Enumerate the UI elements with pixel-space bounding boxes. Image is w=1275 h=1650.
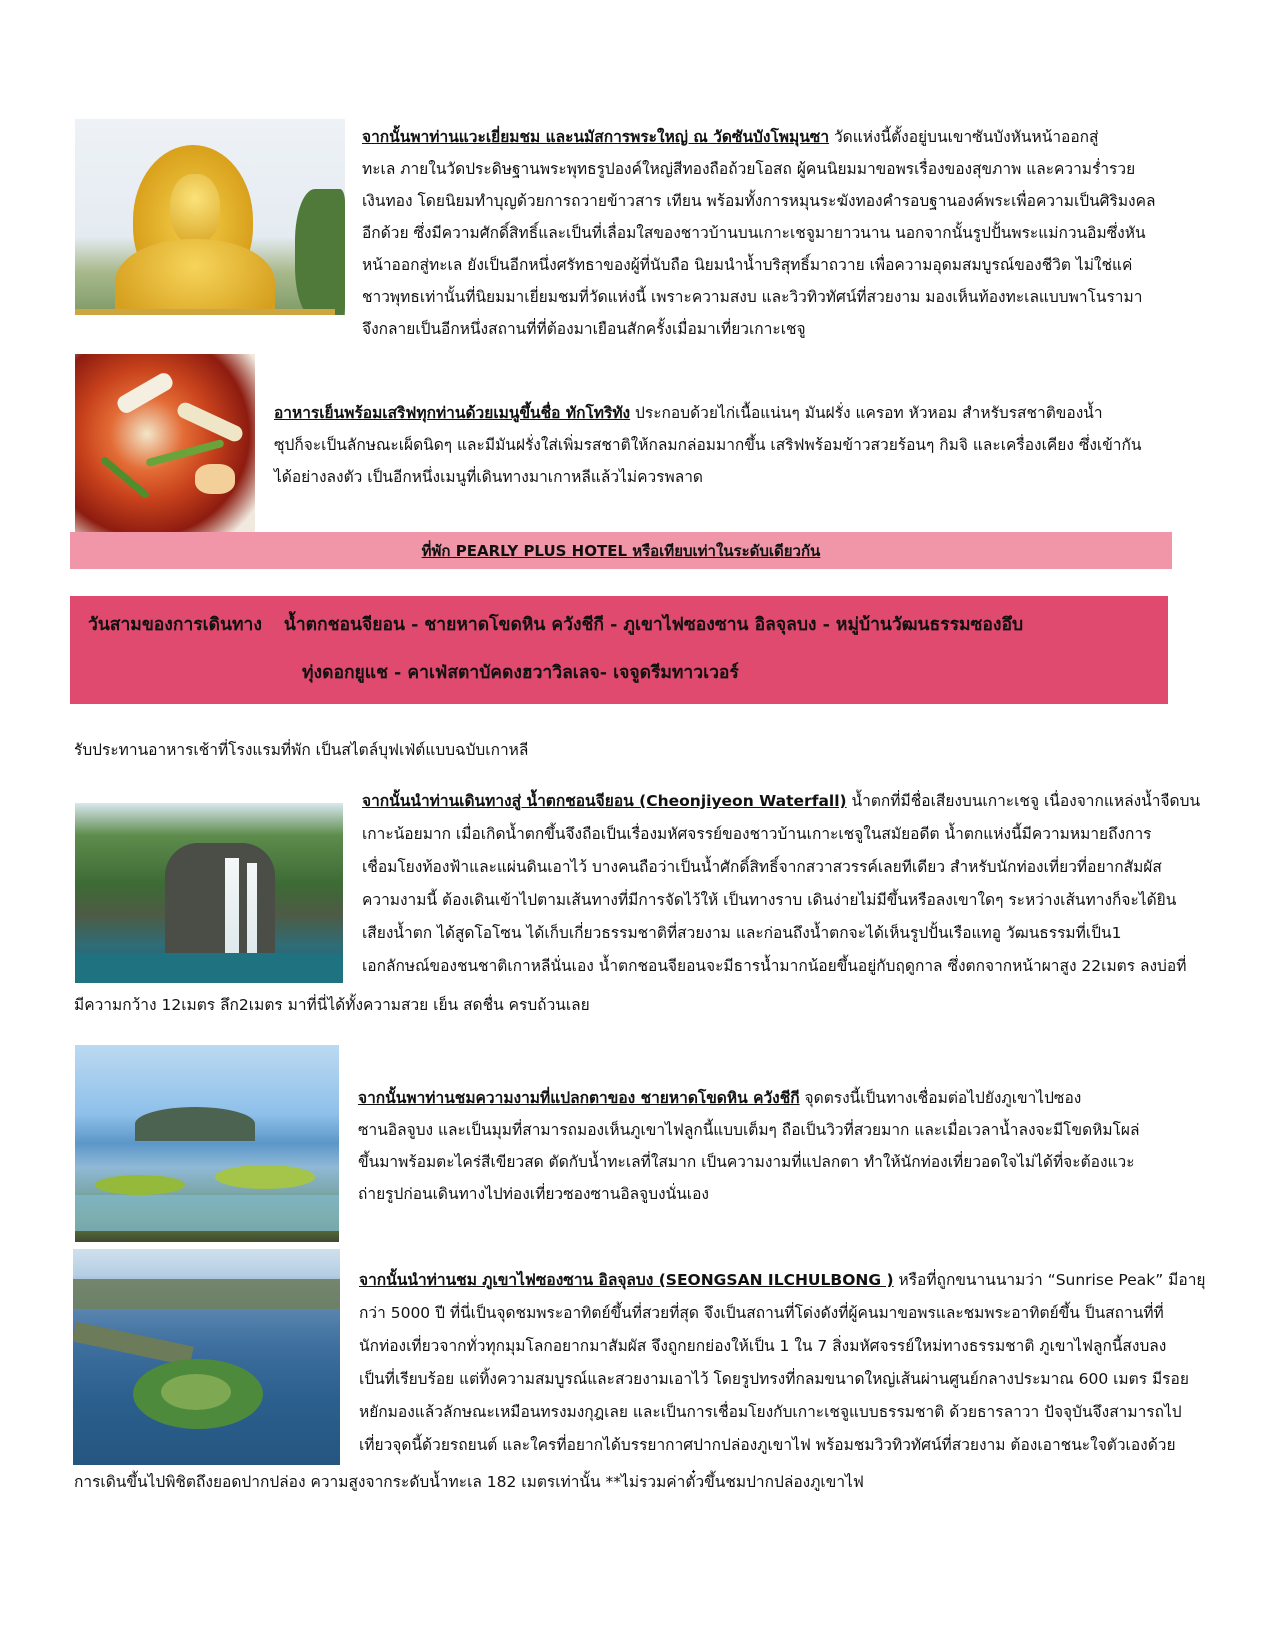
paragraph-line: กว่า 5000 ปี ที่นี่เป็นจุดชมพระอาทิตย์ขึ้นที่สวยที่สุด จึงเป็นสถานที่โด่งดังที่ผู้คนมาขอพรและชมพระอาทิตย์ขึ้น ป็นสถานที่ที่: [359, 1304, 1164, 1322]
paragraph-line: ทะเล ภายในวัดประดิษฐานพระพุทธรูปองค์ใหญ่สีทองถือถ้วยโอสถ ผู้คนนิยมมาขอพรเรื่องของสุขภาพ และความร่ำรวย: [362, 160, 1136, 178]
route-line-1: น้ำตกชอนจียอน - ชายหาดโขดหิน ควังชีกี - ภูเขาไฟซองซาน อิลจุลบง - หมู่บ้านวัฒนธรรมซองอึบ: [283, 615, 1024, 635]
section-volcano: จากนั้นนำท่านชม ภูเขาไฟซองซาน อิลจุลบง (SEONGSAN ILCHULBONG ) หรือที่ถูกขนานนามว่า “Sunrise Peak” มีอายุ กว่า 5000 ปี ที่นี่เป็นจุดชมพระอาทิตย์ขึ้นที่สวยที่สุด จึงเป็นสถานที่โด่งดังที่ผู้คนมาขอพรและชมพระอาทิตย์ขึ้น ป็นสถานที่ที่ นักท่องเที่ยวจากทั่วทุกมุมโลกอยากมาสัมผัส จึงถูกยกย่องให้เป็น 1 ใน 7 สิ่งมหัศจรรย์ใหม่ทางธรรมชาติ ภูเขาไฟลูกนี้สงบลง เป็นที่เรียบร้อย แต่ทิ้งความสมบูรณ์และสวยงามเอาไว้ โดยรูปทรงที่กลมขนาดใหญ่เส้นผ่านศูนย์กลางประมาณ 600 เมตร มีรอย หยักมองแล้วลักษณะเหมือนทรงมงกุฎเลย และเป็นการเชื่อมโยงกับเกาะเชจูแบบธรรมชาติ ด้วยธารลาวา ปัจจุบันจึงสามารถไป เที่ยวจุดนี้ด้วยรถยนต์ และใครที่อยากได้บรรยากาศปากปล่องภูเขาไฟ พร้อมชมวิวทิวทัศน์ที่สวยงาม ต้องเอาชนะใจตัวเองด้วย: [359, 1264, 1219, 1462]
stir-fry-dish-photo: [75, 354, 255, 532]
section-lead: จากนั้นนำท่านชม ภูเขาไฟซองซาน อิลจุลบง (SEONGSAN ILCHULBONG ): [359, 1271, 894, 1289]
hotel-banner: ที่พัก PEARLY PLUS HOTEL หรือเทียบเท่าในระดับเดียวกัน: [70, 532, 1172, 569]
paragraph-line: หน้าออกสู่ทะเล ยังเป็นอีกหนึ่งศรัทธาของผู้ที่นับถือ นิยมนำน้ำบริสุทธิ์มาถวาย เพื่อความอุดมสมบูรณ์ของชีวิต ไม่ใช่แค่: [362, 256, 1133, 274]
golden-buddha-photo: [75, 119, 345, 315]
paragraph-line: ชาวพุทธเท่านั้นที่นิยมมาเยี่ยมชมที่วัดแห่งนี้ เพราะความสงบ และวิวทิวทัศน์ที่สวยงาม มองเห็นท้องทะเลแบบพาโนรามา: [362, 288, 1143, 306]
paragraph-line: เสียงน้ำตก ได้สูดโอโซน ได้เก็บเกี่ยวธรรมชาติที่สวยงาม และก่อนถึงน้ำตกจะได้เห็นรูปปั้นเรือแทอู วัฒนธรรมที่เป็น1: [362, 924, 1122, 942]
section-lead: จากนั้นพาท่านแวะเยี่ยมชม และนมัสการพระใหญ่ ณ วัดซันบังโพมุนซา: [362, 128, 830, 146]
paragraph-line: การเดินขึ้นไปพิชิตถึงยอดปากปล่อง ความสูงจากระดับน้ำทะเล 182 เมตรเท่านั้น **ไม่รวมค่าตั๋วขึ้นชมปากปล่องภูเขาไฟ: [74, 1473, 864, 1491]
paragraph-line: ซานอิลจูบง และเป็นมุมที่สามารถมองเห็นภูเขาไฟลูกนี้แบบเต็มๆ ถือเป็นวิวที่สวยมาก และเมื่อเวลาน้ำลงจะมีโขดหิมโผล่: [358, 1121, 1140, 1139]
paragraph-line: ถ่ายรูปก่อนเดินทางไปท่องเที่ยวซองซานอิลจูบงนั่นเอง: [358, 1185, 709, 1203]
day-three-header: [70, 596, 1168, 704]
paragraph-line: เกาะน้อยมาก เมื่อเกิดน้ำตกขึ้นจึงถือเป็นเรื่องมหัศจรรย์ของชาวบ้านเกาะเชจูในสมัยอดีต น้ำตกแห่งนี้มีความหมายถึงการ: [362, 825, 1152, 843]
paragraph-line: ได้อย่างลงตัว เป็นอีกหนึ่งเมนูที่เดินทางมาเกาหลีแล้วไม่ควรพลาด: [274, 468, 703, 486]
paragraph-line: ขึ้นมาพร้อมตะไคร่สีเขียวสด ตัดกับน้ำทะเลที่ใสมาก เป็นความงามที่แปลกตา ทำให้นักท่องเที่ยวอดใจไม่ได้ที่จะต้องแวะ: [358, 1153, 1135, 1171]
waterfall-photo: [75, 803, 343, 983]
paragraph-line: เอกลักษณ์ของชนชาติเกาหลีนั่นเอง น้ำตกชอนจียอนจะมีธารน้ำมากน้อยขึ้นอยู่กับฤดูกาล ซึ่งตกจากหน้าผาสูง 22เมตร ลงบ่อที่: [362, 957, 1187, 975]
paragraph-line: จึงกลายเป็นอีกหนึ่งสถานที่ที่ต้องมาเยือนสักครั้งเมื่อมาเที่ยวเกาะเชจู: [362, 320, 806, 338]
paragraph-line: มีความกว้าง 12เมตร ลึก2เมตร มาที่นี่ได้ทั้งความสวย เย็น สดชื่น ครบถ้วนเลย: [74, 996, 590, 1014]
paragraph-line: นักท่องเที่ยวจากทั่วทุกมุมโลกอยากมาสัมผัส จึงถูกยกย่องให้เป็น 1 ใน 7 สิ่งมหัศจรรย์ใหม่ทางธรรมชาติ ภูเขาไฟลูกนี้สงบลง: [359, 1337, 1167, 1355]
rocky-coast-photo: [75, 1045, 339, 1242]
volcano-aerial-photo: [73, 1249, 340, 1465]
section-buddha-temple: จากนั้นพาท่านแวะเยี่ยมชม และนมัสการพระใหญ่ ณ วัดซันบังโพมุนซา วัดแห่งนี้ตั้งอยู่บนเขาซันบังหันหน้าออกสู่ ทะเล ภายในวัดประดิษฐานพระพุทธรูปองค์ใหญ่สีทองถือถ้วยโอสถ ผู้คนนิยมมาขอพรเรื่องของสุขภาพ และความร่ำรวย เงินทอง โดยนิยมทำบุญด้วยการถวายข้าวสาร เทียน พร้อมทั้งการหมุนระฆังทองคำรอบฐานองค์พระเพื่อความเป็นศิริมงคล อีกด้วย ซึ่งมีความศักดิ์สิทธิ์และเป็นที่เลื่อมใสของชาวบ้านบนเกาะเชจูมายาวนาน นอกจากนั้นรูปปั้นพระแม่กวนอิมซึ่งหัน หน้าออกสู่ทะเล ยังเป็นอีกหนึ่งศรัทธาของผู้ที่นับถือ นิยมนำน้ำบริสุทธิ์มาถวาย เพื่อความอุดมสมบูรณ์ของชีวิต ไม่ใช่แค่ ชาวพุทธเท่านั้นที่นิยมมาเยี่ยมชมที่วัดแห่งนี้ เพราะความสงบ และวิวทิวทัศน์ที่สวยงาม มองเห็นท้องทะเลแบบพาโนรามา จึงกลายเป็นอีกหนึ่งสถานที่ที่ต้องมาเยือนสักครั้งเมื่อมาเที่ยวเกาะเชจู: [362, 121, 1212, 345]
paragraph-line: ความงามนี้ ต้องเดินเข้าไปตามเส้นทางที่มีการจัดไว้ให้ เป็นทางราบ เดินง่ายไม่มีขึ้นหรือลงเขาใดๆ ระหว่างเส้นทางก็จะได้ยิน: [362, 891, 1177, 909]
breakfast-note: รับประทานอาหารเช้าที่โรงแรมที่พัก เป็นสไตล์บุฟเฟ่ต์แบบฉบับเกาหลี: [74, 741, 529, 759]
paragraph-line: หยักมองแล้วลักษณะเหมือนทรงมงกุฎเลย และเป็นการเชื่อมโยงกับเกาะเชจูแบบธรรมชาติ ด้วยธารลาวา ปัจจุบันจึงสามารถไป: [359, 1403, 1182, 1421]
paragraph-line: อีกด้วย ซึ่งมีความศักดิ์สิทธิ์และเป็นที่เลื่อมใสของชาวบ้านบนเกาะเชจูมายาวนาน นอกจากนั้นรูปปั้นพระแม่กวนอิมซึ่งหัน: [362, 224, 1146, 242]
section-lead: อาหารเย็นพร้อมเสริฟทุกท่านด้วยเมนูขึ้นชื่อ ทักโทริทัง: [274, 404, 631, 422]
section-dinner: อาหารเย็นพร้อมเสริฟทุกท่านด้วยเมนูขึ้นชื่อ ทักโทริทัง ประกอบด้วยไก่เนื้อแน่นๆ มันฝรั่ง แครอท หัวหอม สำหรับรสชาติของน้ำ ซุปก็จะเป็นลักษณะเผ็ดนิดๆ และมีมันฝรั่งใส่เพิ่มรสชาติให้กลมกล่อมมากขึ้น เสริฟพร้อมข้าวสวยร้อนๆ กิมจิ และเครื่องเคียง ซึ่งเข้ากัน ได้อย่างลงตัว เป็นอีกหนึ่งเมนูที่เดินทางมาเกาหลีแล้วไม่ควรพลาด: [274, 397, 1204, 493]
section-waterfall: จากนั้นนำท่านเดินทางสู่ น้ำตกชอนจียอน (Cheonjiyeon Waterfall) น้ำตกที่มีชื่อเสียงบนเกาะเชจู เนื่องจากแหล่งน้ำจืดบน เกาะน้อยมาก เมื่อเกิดน้ำตกขึ้นจึงถือเป็นเรื่องมหัศจรรย์ของชาวบ้านเกาะเชจูในสมัยอดีต น้ำตกแห่งนี้มีความหมายถึงการ เชื่อมโยงท้องฟ้าและแผ่นดินเอาไว้ บางคนถือว่าเป็นน้ำศักดิ์สิทธิ์จากสวาสวรรค์เลยทีเดียว สำหรับนักท่องเที่ยวที่อยากสัมผัส ความงามนี้ ต้องเดินเข้าไปตามเส้นทางที่มีการจัดไว้ให้ เป็นทางราบ เดินง่ายไม่มีขึ้นหรือลงเขาใดๆ ระหว่างเส้นทางก็จะได้ยิน เสียงน้ำตก ได้สูดโอโซน ได้เก็บเกี่ยวธรรมชาติที่สวยงาม และก่อนถึงน้ำตกจะได้เห็นรูปปั้นเรือแทอู วัฒนธรรมที่เป็น1 เอกลักษณ์ของชนชาติเกาหลีนั่นเอง น้ำตกชอนจียอนจะมีธารน้ำมากน้อยขึ้นอยู่กับฤดูกาล ซึ่งตกจากหน้าผาสูง 22เมตร ลงบ่อที่: [362, 785, 1212, 983]
section-lead: จากนั้นพาท่านชมความงามที่แปลกตาของ ชายหาดโขดหิน ควังชีกี: [358, 1089, 800, 1107]
section-lead: จากนั้นนำท่านเดินทางสู่ น้ำตกชอนจียอน (Cheonjiyeon Waterfall): [362, 792, 847, 810]
day-label: วันสามของการเดินทาง: [88, 615, 262, 635]
section-coast: จากนั้นพาท่านชมความงามที่แปลกตาของ ชายหาดโขดหิน ควังชีกี จุดตรงนี้เป็นทางเชื่อมต่อไปยังภูเขาไปซอง ซานอิลจูบง และเป็นมุมที่สามารถมองเห็นภูเขาไฟลูกนี้แบบเต็มๆ ถือเป็นวิวที่สวยมาก และเมื่อเวลาน้ำลงจะมีโขดหิมโผล่ ขึ้นมาพร้อมตะไคร่สีเขียวสด ตัดกับน้ำทะเลที่ใสมาก เป็นความงามที่แปลกตา ทำให้นักท่องเที่ยวอดใจไม่ได้ที่จะต้องแวะ ถ่ายรูปก่อนเดินทางไปท่องเที่ยวซองซานอิลจูบงนั่นเอง: [358, 1082, 1208, 1210]
paragraph-line: เป็นที่เรียบร้อย แต่ทิ้งความสมบูรณ์และสวยงามเอาไว้ โดยรูปทรงที่กลมขนาดใหญ่เส้นผ่านศูนย์กลางประมาณ 600 เมตร มีรอย: [359, 1370, 1189, 1388]
paragraph-line: เชื่อมโยงท้องฟ้าและแผ่นดินเอาไว้ บางคนถือว่าเป็นน้ำศักดิ์สิทธิ์จากสวาสวรรค์เลยทีเดียว สำหรับนักท่องเที่ยวที่อยากสัมผัส: [362, 858, 1162, 876]
paragraph-line: ซุปก็จะเป็นลักษณะเผ็ดนิดๆ และมีมันฝรั่งใส่เพิ่มรสชาติให้กลมกล่อมมากขึ้น เสริฟพร้อมข้าวสวยร้อนๆ กิมจิ และเครื่องเคียง ซึ่งเข้ากัน: [274, 436, 1142, 454]
paragraph-line: เงินทอง โดยนิยมทำบุญด้วยการถวายข้าวสาร เทียน พร้อมทั้งการหมุนระฆังทองคำรอบฐานองค์พระเพื่อความเป็นศิริมงคล: [362, 192, 1156, 210]
route-line-2: ทุ่งดอกยูแช - คาเฟ่สตาบัคดงฮวาวิลเลจ- เจจูดรีมทาวเวอร์: [302, 663, 739, 683]
paragraph-line: เที่ยวจุดนี้ด้วยรถยนต์ และใครที่อยากได้บรรยากาศปากปล่องภูเขาไฟ พร้อมชมวิวทิวทัศน์ที่สวยงาม ต้องเอาชนะใจตัวเองด้วย: [359, 1436, 1176, 1454]
